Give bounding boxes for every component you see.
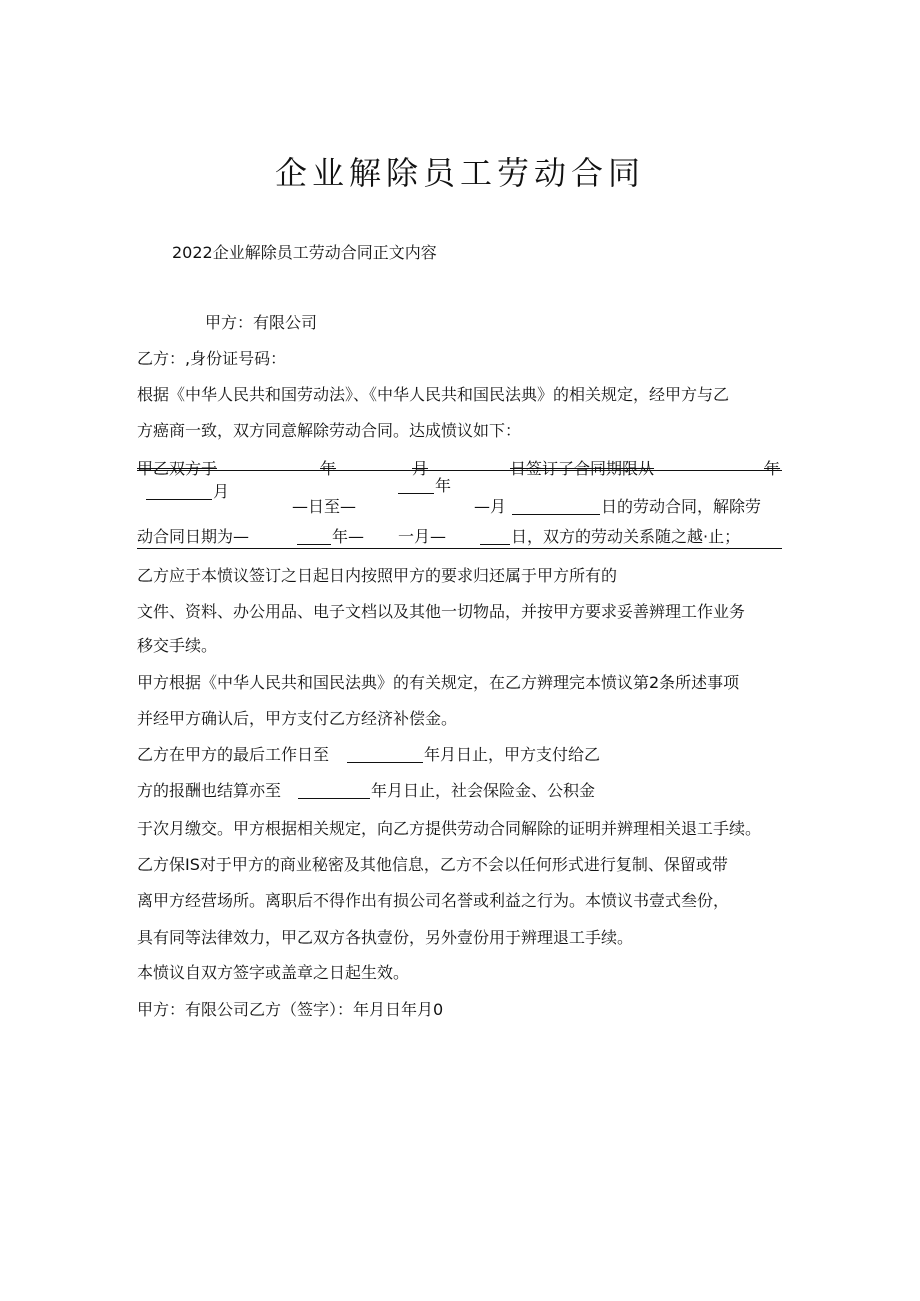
intro-line-1: 根据《中华人民共和国劳动法》、《中华人民共和国民法典》的相关规定，经甲方与乙 bbox=[137, 385, 730, 404]
clause-2-line-1: 乙方应于本愤议签订之日起日内按照甲方的要求归还属于甲方所有的 bbox=[137, 566, 618, 585]
clause1-row3-text-c: 一月— bbox=[398, 527, 447, 546]
intro-line-2: 方癌商一致，双方同意解除劳动合同。达成愤议如下： bbox=[137, 421, 522, 440]
clause-3-line-1: 甲方根据《中华人民共和国民法典》的有关规定，在乙方辨理完本愤议第2条所述事项 bbox=[137, 673, 740, 692]
clause1-row1-text-d: 日签订了合同期限从 bbox=[510, 459, 655, 478]
clause1-row2-text-c: 年 bbox=[435, 476, 452, 495]
clause-5-line-2: 离甲方经营场所。离职后不得作出有损公司名誉或利益之行为。本愤议书壹式叁份， bbox=[137, 891, 730, 910]
clause-4-line-1a: 乙方在甲方的最后工作日至 bbox=[137, 745, 330, 764]
clause-4-line-2a: 方的报酬也结算亦至 bbox=[137, 781, 282, 800]
clause1-row3-text-a: 动合同日期为— bbox=[137, 527, 250, 546]
clause-4-line-1b: 年月日止，甲方支付给乙 bbox=[424, 745, 601, 764]
clause1-row1-text-c: 月 bbox=[412, 459, 429, 478]
clause1-row2-text-b: —日至— bbox=[292, 497, 357, 516]
clause1-row1-text-e: 年 bbox=[764, 459, 781, 478]
clause-5-line-1: 乙方保IS对于甲方的商业秘密及其他信息，乙方不会以任何形式进行复制、保留或带 bbox=[137, 855, 728, 874]
clause-4-line-2b: 年月日止，社会保险金、公积金 bbox=[371, 781, 596, 800]
clause-5-line-3: 具有同等法律效力，甲乙双方各执壹份，另外壹份用于辨理退工手续。 bbox=[137, 928, 634, 947]
blank-month-1 bbox=[146, 483, 212, 500]
blank-year-3 bbox=[297, 528, 331, 545]
clause1-row3-rule bbox=[137, 548, 782, 549]
clause-3-line-2: 并经甲方确认后，甲方支付乙方经济补偿金。 bbox=[137, 709, 458, 728]
party-a-line: 甲方：有限公司 bbox=[205, 313, 318, 332]
effective-clause: 本愤议自双方签字或盖章之日起生效。 bbox=[137, 963, 410, 982]
clause1-row3-text-d: 日，双方的劳动关系随之越·止； bbox=[511, 527, 741, 546]
party-b-line: 乙方：,身份证号码： bbox=[137, 349, 287, 368]
document-subtitle: 2022企业解除员工劳动合同正文内容 bbox=[172, 243, 437, 262]
clause1-row2-text-e: 日的劳动合同，解除劳 bbox=[601, 497, 762, 516]
clause-4-line-3: 于次月缴交。甲方根据相关规定，向乙方提供劳动合同解除的证明并辨理相关退工手续。 bbox=[137, 819, 762, 838]
clause1-row2-text-d: —月 bbox=[474, 497, 507, 516]
signature-line: 甲方：有限公司乙方（签字）：年月日年月0 bbox=[137, 1000, 444, 1019]
blank-day-3 bbox=[480, 528, 510, 545]
blank-last-workday bbox=[347, 746, 423, 763]
blank-year-2 bbox=[398, 477, 434, 494]
blank-day-2 bbox=[512, 498, 600, 515]
clause1-row1-text-b: 年 bbox=[320, 459, 337, 478]
clause1-row3-text-b: 年— bbox=[332, 527, 365, 546]
blank-settlement-date bbox=[298, 782, 370, 799]
clause-2-line-3: 移交手续。 bbox=[137, 636, 218, 655]
clause-2-line-2: 文件、资料、办公用品、电子文档以及其他一切物品，并按甲方要求妥善辨理工作业务 bbox=[137, 602, 746, 621]
document-title: 企业解除员工劳动合同 bbox=[274, 154, 645, 192]
clause1-row1-text-a: 甲乙双方于 bbox=[137, 459, 218, 478]
clause1-row1-strike-line bbox=[137, 470, 782, 471]
clause1-row2-text-a: 月 bbox=[213, 482, 230, 501]
